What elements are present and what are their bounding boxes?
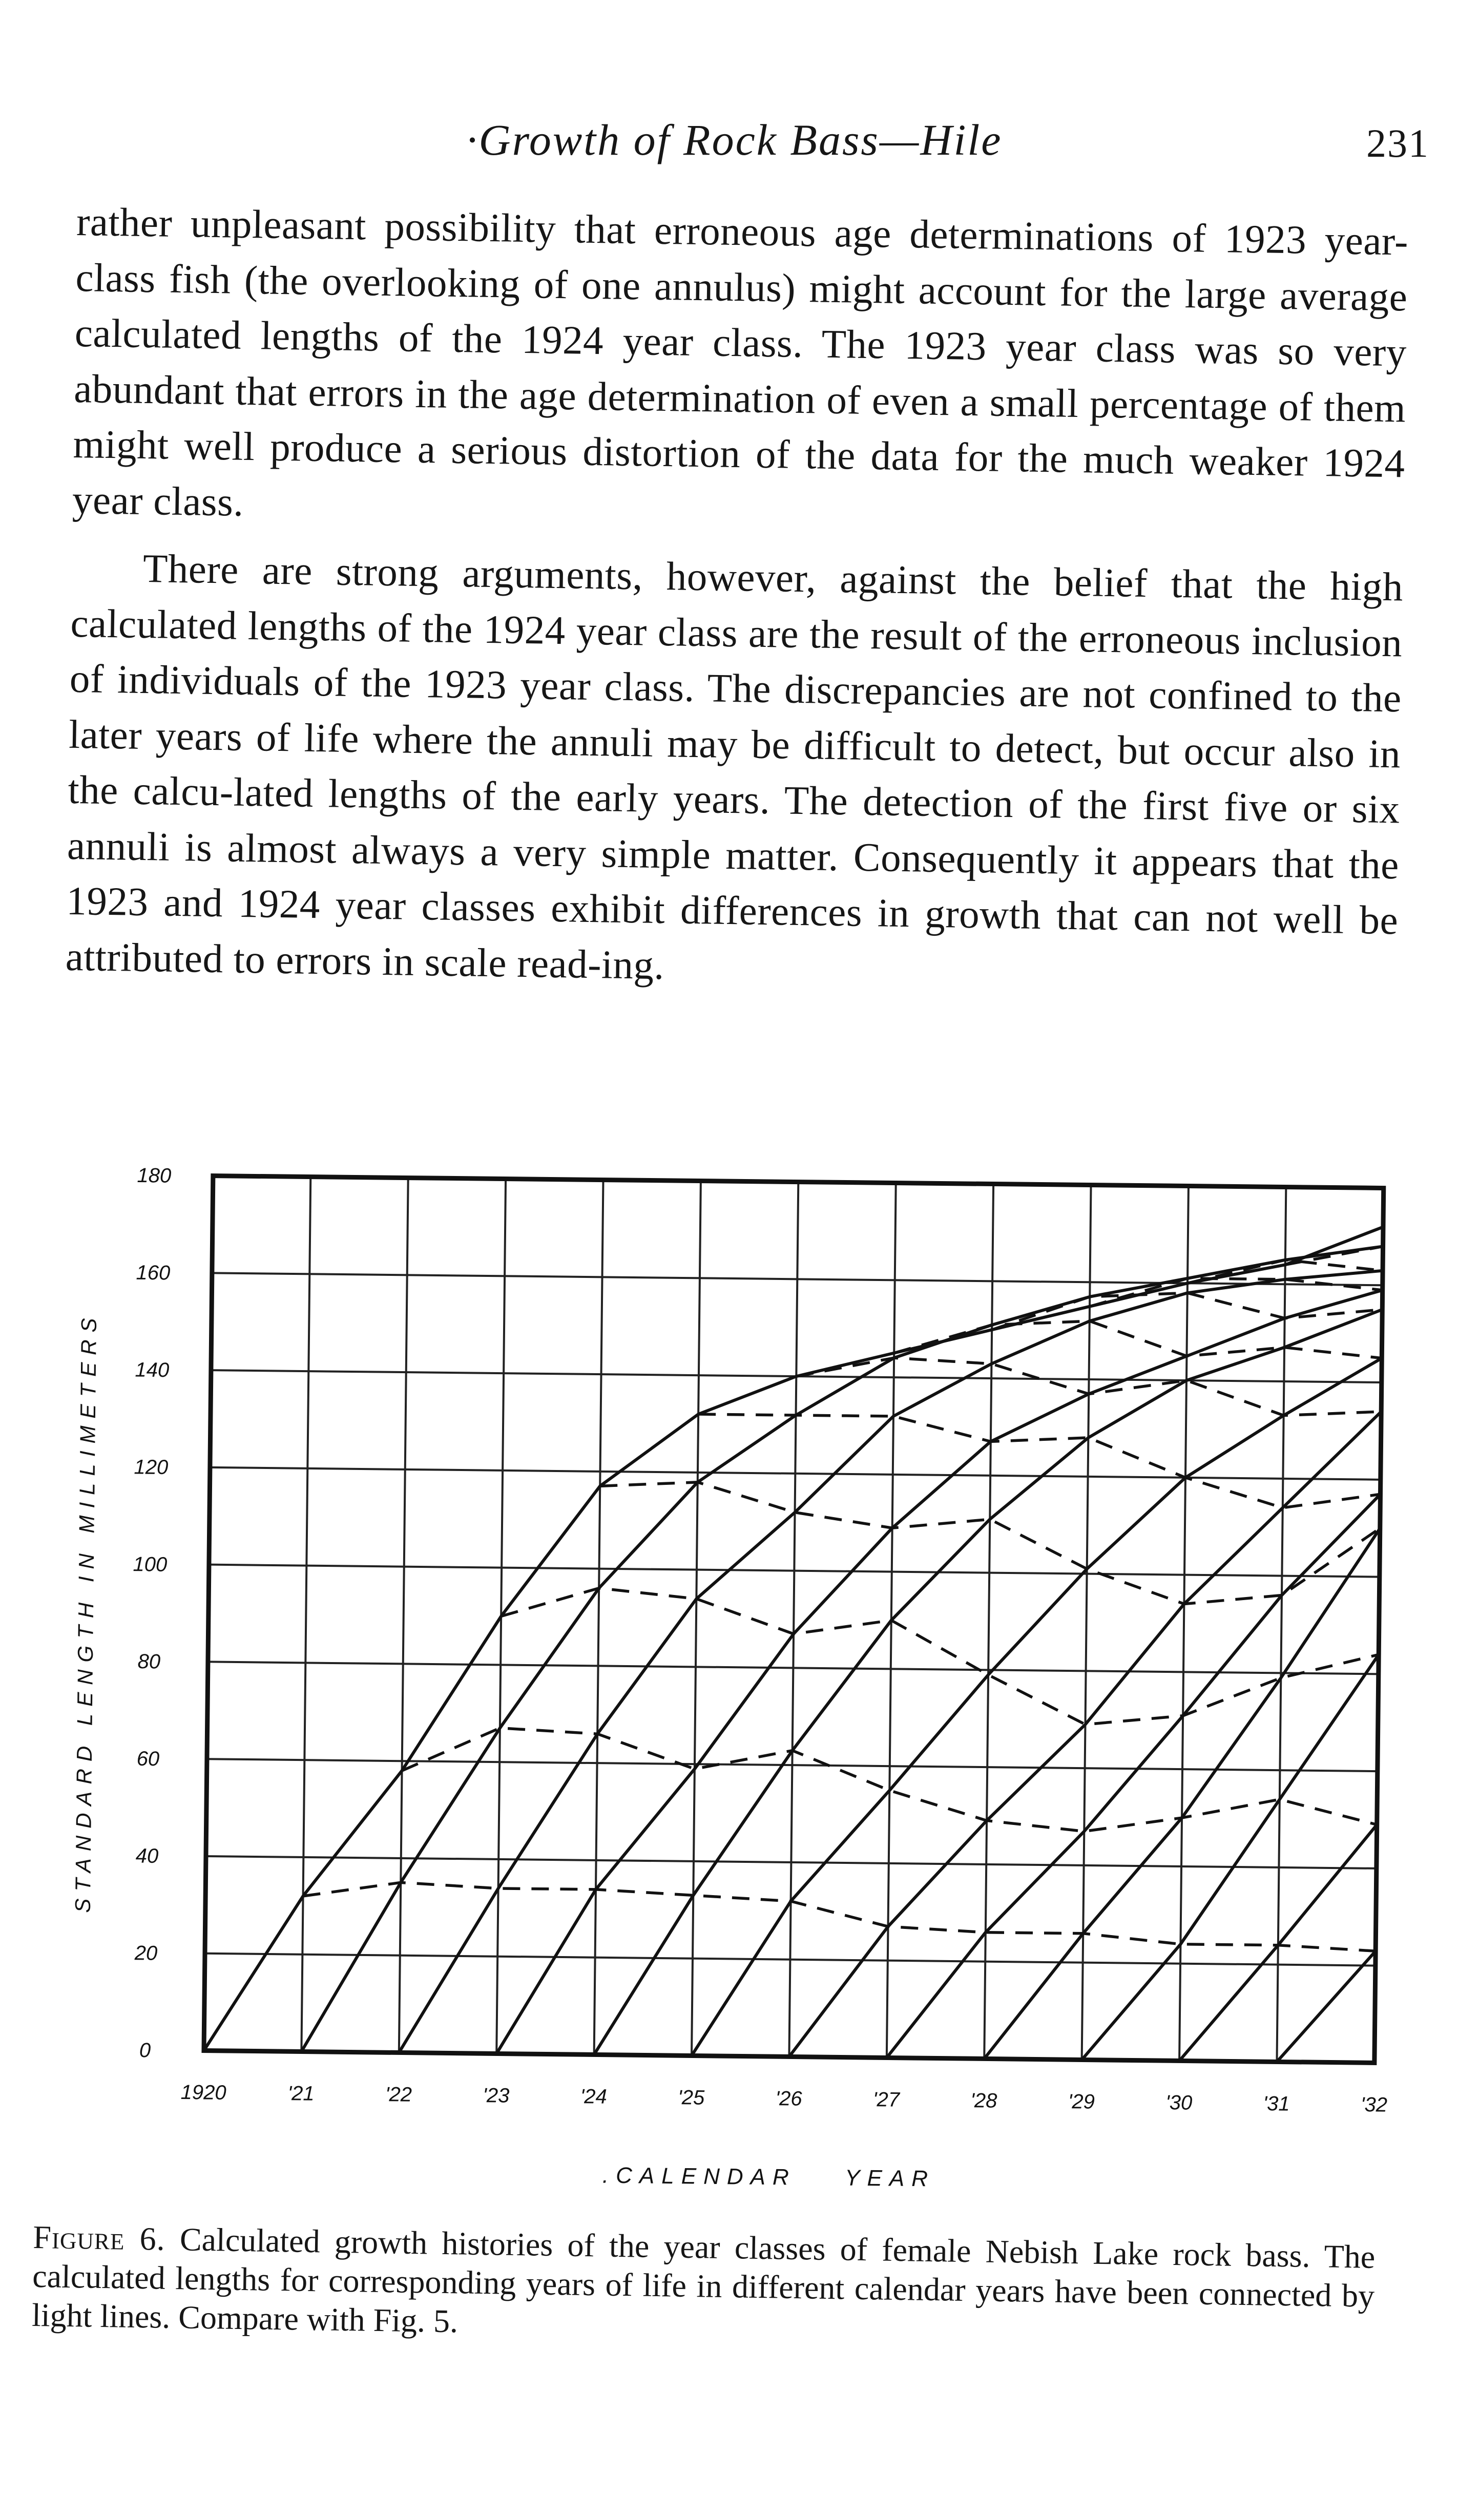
- running-title: ·Growth of Rock Bass—Hile: [466, 115, 1003, 164]
- x-tick-1925: '25: [677, 2086, 705, 2109]
- y-tick-20: 20: [134, 1942, 158, 1965]
- x-tick-1927: '27: [872, 2088, 900, 2111]
- paragraph-1: rather unpleasant possibility that erroneous age determinations of 1923 year-class fish (the overlooking of one annulus) might account for the large average calculated lengths of the 1924 year class. The 1923 year class was so very abundant that errors in the age determination of even a small percentage of them might well produce a serious distortion of the data for the much weaker 1924 year class.: [72, 199, 1409, 525]
- y-axis-title: STANDARD LENGTH IN MILLIMETERS: [70, 1311, 101, 1913]
- gridline-x-1930: [1179, 1186, 1189, 2061]
- gridline-x-1925: [692, 1181, 701, 2056]
- figure-caption: [32, 2218, 1376, 2355]
- y-tick-180: 180: [137, 1164, 172, 1187]
- x-axis-title: .CALENDAR YEAR: [602, 2162, 935, 2192]
- gridline-x-1926: [789, 1182, 798, 2057]
- x-tick-1929: '29: [1068, 2090, 1095, 2113]
- x-tick-1931: '31: [1263, 2092, 1290, 2115]
- x-tick-1923: '23: [483, 2084, 510, 2107]
- series-1931-year-class: [1277, 1950, 1376, 2063]
- growth-chart: [0, 1147, 1479, 2243]
- y-tick-80: 80: [137, 1650, 161, 1673]
- x-tick-1920: 1920: [180, 2081, 226, 2104]
- x-tick-1926: '26: [775, 2087, 802, 2110]
- page-header: [77, 105, 1429, 172]
- series-1921-year-class: [301, 1235, 1383, 2063]
- x-tick-1928: '28: [970, 2089, 997, 2112]
- y-tick-60: 60: [136, 1747, 160, 1771]
- x-tick-1924: '24: [580, 2085, 608, 2108]
- page-number: 231: [1366, 121, 1429, 165]
- y-tick-0: 0: [139, 2039, 151, 2062]
- y-tick-labels: [128, 1164, 171, 2062]
- y-tick-160: 160: [136, 1261, 171, 1285]
- caption-text: Calculated growth histories of the year classes of female Nebish Lake rock bass. The calculated lengths for corresponding years of life in different calendar years have been connected by light lines. Compare with Fig. 5.: [31, 2221, 1376, 2340]
- gridline-x-1921: [301, 1177, 310, 2052]
- y-tick-120: 120: [134, 1456, 169, 1479]
- series-year-5: [697, 1414, 1381, 1509]
- x-tick-1932: '32: [1360, 2093, 1388, 2116]
- y-tick-140: 140: [135, 1358, 170, 1382]
- caption-label: Figure 6.: [32, 2219, 166, 2257]
- series-year-3: [500, 1587, 1379, 1728]
- figure-6: [0, 1147, 1479, 2243]
- chart-grid: [204, 1176, 1384, 2063]
- gridline-x-1924: [594, 1180, 603, 2055]
- gridline-x-1922: [399, 1178, 408, 2053]
- x-tick-1930: '30: [1165, 2091, 1193, 2114]
- x-tick-1922: '22: [385, 2083, 412, 2106]
- body-text: [65, 195, 1409, 1017]
- y-tick-40: 40: [135, 1844, 159, 1867]
- x-tick-1921: '21: [287, 2082, 315, 2105]
- paragraph-2: There are strong arguments, however, against the belief that the high calculated lengths of the 1924 year class are the result of the erroneous inclusion of individuals of the 1923 year class. The discrepancies are not confined to the later years of life where the annuli may be difficult to detect, but occur also in the calcu-lated lengths of the early years. The detection of the first five or six annuli is almost always a very simple matter. Consequently it appears that the 1923 and 1924 year classes exhibit differences in growth that can not well be attributed to errors in scale read-ing.: [65, 547, 1404, 988]
- x-tick-labels: [180, 2081, 1387, 2116]
- y-tick-100: 100: [133, 1553, 168, 1576]
